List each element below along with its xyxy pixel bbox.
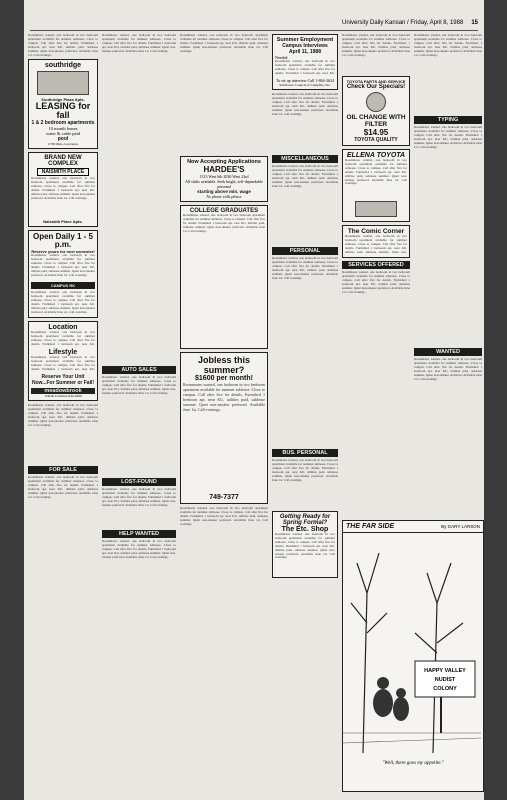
sign-line-3: COLONY <box>433 686 457 692</box>
water-text: water & cable paid <box>45 131 81 137</box>
services-text: Roommates wanted, one bedroom in two bedroom apartment available for summer sublease. Close to campus. Call after five for details. Furnished 1 bedroom apt. near KU, utilities paid, sublease summer. Quiet non-smoker preferred. Available June 1st. Call evenings. <box>342 271 410 294</box>
col5-text: Roommates wanted, one bedroom in two bedroom apartment available for summer sublease. Close to campus. Call after five for details. Furnished 1 bedroom apt. near KU, utilities paid, sublease summer. Quiet non-smoker preferred. Available June 1st. Call evenings. <box>342 34 410 57</box>
miscellaneous-header: MISCELLANEOUS <box>272 155 338 163</box>
no-calls-text: No phone calls please <box>206 194 242 199</box>
address-text: 1730 Ohio, Lawrence <box>47 142 79 147</box>
hardees-ad <box>180 156 268 202</box>
salary-text: $1600 per month! <box>195 375 253 382</box>
jobless-ad <box>180 352 268 504</box>
column-4 <box>272 34 338 794</box>
toyota-service-header: TOYOTA PARTS AND SERVICE <box>346 79 406 84</box>
etc-shop-ad <box>272 511 338 578</box>
summer-employment-headline: Summer Employment <box>276 37 334 43</box>
cartoon-drawing <box>343 533 481 753</box>
brand-new-headline: BRAND NEW COMPLEX <box>44 155 82 168</box>
pool-text: pool <box>57 136 69 143</box>
for-sale-text: Roommates wanted, one bedroom in two bedroom apartment available for summer sublease. Close to campus. Call after five for details. Furnished 1 bedroom apt. near KU, utilities paid, sublease summer. Quiet non-smoker preferred. Available June 1st. Call evenings. <box>28 476 98 499</box>
college-grads-ad <box>180 205 268 349</box>
naismith-details: Roommates wanted, one bedroom in two bedroom apartment available for summer sublease. Close to campus. Call after five for details. Furnished 1 bedroom apt. near KU, utilities paid, sublease summer. Quiet non-smoker preferred. Available June 1st. Call evenings. <box>31 177 95 200</box>
jobless-headline: Jobless this summer? <box>197 355 251 375</box>
shifts-text: All shifts available. Seek bright, self-dependable personal <box>185 179 263 189</box>
jobless-details: Roommates wanted, one bedroom in two bedroom apartment available for summer sublease. Close to campus. Call after five for details. Furnished 1 bedroom apt. near KU, utilities paid, sublease summer. Quiet non-smoker preferred. Available June 1st. Call evenings. <box>183 382 265 412</box>
lease-text: 10 month leases <box>48 126 78 132</box>
column-1 <box>28 34 98 794</box>
campus-rk-bar: CAMPUS RK <box>31 282 95 289</box>
meadowbrook-address: 15th & Crestline 842-4200 <box>44 394 82 399</box>
starting-wage: starting above min. wage <box>197 189 251 194</box>
naismith-logo: NAISMITH PLACE <box>37 168 89 176</box>
far-side-cartoon <box>342 520 484 792</box>
auto-sales-text: Roommates wanted, one bedroom in two bedroom apartment available for summer sublease. Close to campus. Call after five for details. Furnished 1 bedroom apt. near KU, utilities paid, sublease summer. Quiet non-smoker preferred. Available June 1st. Call evenings. <box>102 376 176 395</box>
col4-text: Roommates wanted, one bedroom in two bedroom apartment available for summer sublease. Close to campus. Call after five for details. Furnished 1 bedroom apt. near KU, utilities paid, sublease summer. Quiet non-smoker preferred. Available June 1st. Call evenings. <box>272 93 338 116</box>
jobs-text-2: Roommates wanted, one bedroom in two bedroom apartment available for summer sublease. Close to campus. Call after five for details. Furnished 1 bedroom apt. near KU, utilities paid, sublease summer. Quiet non-smoker preferred. Available June 1st. Call evenings. <box>180 507 268 526</box>
meadowbrook-logo: meadowbrook <box>31 388 95 394</box>
interviews-text: Campus Interviews <box>282 43 328 49</box>
misc-text: Roommates wanted, one bedroom in two bedroom apartment available for summer sublease. Close to campus. Call after five for details. Furnished 1 bedroom apt. near KU, utilities paid, sublease summer. Quiet non-smoker preferred. Available June 1st. Call evenings. <box>272 165 338 188</box>
typing-header: TYPING <box>414 116 482 124</box>
personal-text: Roommates wanted, one bedroom in two bedroom apartment available for summer sublease. Close to campus. Call after five for details. Furnished 1 bedroom apt. near KU, utilities paid, sublease summer. Quiet non-smoker preferred. Available June 1st. Call evenings. <box>272 257 338 280</box>
jobs-text: Roommates wanted, one bedroom in two bedroom apartment available for summer sublease. Close to campus. Call after five for details. Furnished 1 bedroom apt. near KU, utilities paid, sublease summer. Quiet non-smoker preferred. Available June 1st. Call evenings. <box>180 34 268 53</box>
column-2 <box>102 34 176 794</box>
open-daily-headline: Open Daily 1 - 5 p.m. <box>32 232 94 250</box>
location-headline: Location <box>48 324 78 332</box>
sunflower-council: Sunflower Council of Campfire, Inc. <box>279 83 331 87</box>
campus-rk-details: Roommates wanted, one bedroom in two bedroom apartment available for summer sublease. Close to campus. Call after five for details. Furnished 1 bedroom apt. near KU, utilities paid, sublease summer. Quiet non-smoker preferred. Available June 1st. Call evenings. <box>31 291 95 314</box>
newspaper-page <box>24 0 484 800</box>
auto-sales-header: AUTO SALES <box>102 366 176 374</box>
rental-listings: Roommates wanted, one bedroom in two bedroom apartment available for summer sublease. Close to campus. Call after five for details. Furnished 1 bedroom apt. near KU, utilities paid, sublease summer. Quiet non-smoker preferred. Available June 1st. Call evenings. <box>102 34 176 53</box>
getting-ready-headline: Getting Ready for Spring Formal? <box>279 514 331 526</box>
southridge-subtitle: Southridge Plaza Apts. <box>41 97 85 103</box>
lifestyle-headline: Lifestyle <box>48 349 78 357</box>
toyota-ad <box>342 76 410 146</box>
wanted-text: Roommates wanted, one bedroom in two bedroom apartment available for summer sublease. Close to campus. Call after five for details. Furnished 1 bedroom apt. near KU, utilities paid, sublease summer. Quiet non-smoker preferred. Available June 1st. Call evenings. <box>414 358 482 381</box>
southridge-ad <box>28 59 98 149</box>
help-wanted-header: HELP WANTED <box>102 530 176 538</box>
reserve-unit-text: Reserve Your Unit Now...For Summer or Fall! <box>31 374 95 387</box>
toyota-mechanic-image <box>366 92 386 112</box>
naismith-subtitle: Naismith Place Apts. <box>43 219 83 225</box>
paper-dateline: University Daily Kansan / Friday, April 8, 1988 <box>342 20 464 26</box>
oil-change-price: $14.95 <box>363 128 389 137</box>
comic-corner-headline: The Comic Corner <box>347 228 405 235</box>
help-wanted-text: Roommates wanted, one bedroom in two bedroom apartment available for summer sublease. Close to campus. Call after five for details. Furnished 1 bedroom apt. near KU, utilities paid, sublease summer. Quiet non-smoker preferred. Available June 1st. Call evenings. <box>102 540 176 559</box>
personal-header: PERSONAL <box>272 247 338 255</box>
lifestyle-details: Roommates wanted, one bedroom in two bedroom apartment available for summer sublease. Close to campus. Call after five for details. Furnished 1 bedroom apt. near KU, <box>31 356 95 372</box>
needed-label: Needed: <box>275 55 289 60</box>
jobless-phone: 749-7377 <box>209 494 239 501</box>
summer-employment-ad <box>272 34 338 90</box>
accepting-headline: Now Accepting Applications <box>187 159 261 165</box>
etc-shop-text: Roommates wanted, one bedroom in two bedroom apartment available for summer sublease. Close to campus. Call after five for details. Furnished 1 bedroom apt. near KU, utilities paid, sublease summer. Quiet non-smoker preferred. Available June 1st. Call evenings. <box>275 533 335 560</box>
toyota-quality: TOYOTA QUALITY <box>354 137 398 143</box>
classified-text-2: Roommates wanted, one bedroom in two bedroom apartment available for summer sublease. Close to campus. Call after five for details. Furnished 1 bedroom apt. near KU, utilities paid, sublease summer. Quiet non-smoker preferred. Available June 1st. Call evenings. <box>28 404 98 427</box>
open-daily-ad <box>28 230 98 318</box>
hardees-logo: HARDEE'S <box>203 165 245 174</box>
bus-personal-text: Roommates wanted, one bedroom in two bedroom apartment available for summer sublease. Close to campus. Call after five for details. Furnished 1 bedroom apt. near KU, utilities paid, sublease summer. Quiet non-smoker preferred. Available June 1st. Call evenings. <box>272 459 338 482</box>
col6-text: Roommates wanted, one bedroom in two bedroom apartment available for summer sublease. Close to campus. Call after five for details. Furnished 1 bedroom apt. near KU, utilities paid, sublease summer. Quiet non-smoker preferred. Available June 1st. Call evenings. <box>414 34 482 57</box>
comic-corner-ad <box>342 225 410 258</box>
sign-line-2: NUDIST <box>434 677 456 683</box>
check-specials: Check Our Specials! <box>346 84 406 90</box>
cartoon-title: THE FAR SIDE <box>346 523 395 530</box>
ellena-text: Roommates wanted, one bedroom in two bedroom apartment available for summer sublease. Close to campus. Call after five for details. Furnished 1 bedroom apt. near KU, utilities paid, sublease summer. Quiet non-smoker preferred. Available June 1st. Call evenings. <box>345 159 407 186</box>
apartments-text: 1 & 2 bedroom apartments <box>31 120 95 127</box>
page-header <box>30 20 478 31</box>
sign-line-1: HAPPY VALLEY <box>424 668 466 674</box>
hardees-address: 1313 West 6th 2030 West 23rd <box>199 174 249 179</box>
meadowbrook-ad <box>28 321 98 401</box>
apartment-photo <box>37 71 89 95</box>
lost-found-header: LOST-FOUND <box>102 478 176 486</box>
location-details: Roommates wanted, one bedroom in two bedroom apartment available for summer sublease. Close to campus. Call after five for details. Furnished 1 bedroom apt. near KU, <box>31 331 95 347</box>
cartoon-caption: "Well, there goes my appetite." <box>382 761 444 766</box>
ellena-toyota-ad <box>342 149 410 222</box>
for-sale-header: FOR SALE <box>28 466 98 474</box>
etc-shop-logo: The Etc. Shop <box>281 526 329 533</box>
blue-heron-image <box>355 201 397 217</box>
oil-change-headline: OIL CHANGE WITH FILTER <box>346 114 406 128</box>
southridge-logo: southridge <box>44 62 82 70</box>
leasing-headline: LEASING for fall <box>35 101 91 121</box>
college-grads-text: Roommates wanted, one bedroom in two bedroom apartment available for summer sublease. Close to campus. Call after five for details. Furnished 1 bedroom apt. near KU, utilities paid, sublease summer. Quiet non-smoker preferred. Available June 1st. Call evenings. <box>183 214 265 233</box>
classified-text: Roommates wanted, one bedroom in two bedroom apartment available for summer sublease. Close to campus. Call after five for details. Furnished 1 bedroom apt. near KU, utilities paid, sublease summer. Quiet non-smoker preferred. Available June 1st. Call evenings. <box>28 34 98 57</box>
comic-corner-text: Roommates wanted, one bedroom in two bedroom apartment available for summer sublease. Close to campus. Call after five for details. Furnished 1 bedroom apt. near KU, utilities paid, sublease summer. Quiet non- <box>345 235 407 253</box>
college-grads-headline: COLLEGE GRADUATES <box>189 208 259 214</box>
typing-text: Roommates wanted, one bedroom in two bedroom apartment available for summer sublease. Close to campus. Call after five for details. Furnished 1 bedroom apt. near KU, utilities paid, sublease summer. Quiet non-smoker preferred. Available June 1st. Call evenings. <box>414 126 482 149</box>
reserve-text: Reserve yours for next semester! <box>31 249 95 255</box>
interview-call: To set up interview Call 1-864-3624 <box>275 78 335 83</box>
bus-personal-header: BUS. PERSONAL <box>272 449 338 457</box>
wanted-header: WANTED <box>414 348 482 356</box>
needed-list: Roommates wanted, one bedroom in two bedroom apartment available for summer sublease. Close to campus. Call after five for details. Furnished 1 bedroom apt. near KU, <box>275 60 335 75</box>
cartoon-byline: By GARY LARSON <box>441 524 480 529</box>
ellena-logo: ELLENA TOYOTA <box>346 152 406 159</box>
lost-found-text: Roommates wanted, one bedroom in two bedroom apartment available for summer sublease. Close to campus. Call after five for details. Furnished 1 bedroom apt. near KU, utilities paid, sublease summer. Quiet non-smoker preferred. Available June 1st. Call evenings. <box>102 488 176 507</box>
page-number: 15 <box>471 20 478 26</box>
naismith-ad <box>28 152 98 227</box>
open-daily-details: Roommates wanted, one bedroom in two bedroom apartment available for summer sublease. Close to campus. Call after five for details. Furnished 1 bedroom apt. near KU, utilities paid, sublease summer. Quiet non-smoker preferred. Available June 1st. Call evenings. <box>31 254 95 277</box>
services-offered-header: SERVICES OFFERED <box>342 261 410 269</box>
column-3 <box>180 34 268 794</box>
interview-date: April 11, 1988 <box>289 49 321 55</box>
